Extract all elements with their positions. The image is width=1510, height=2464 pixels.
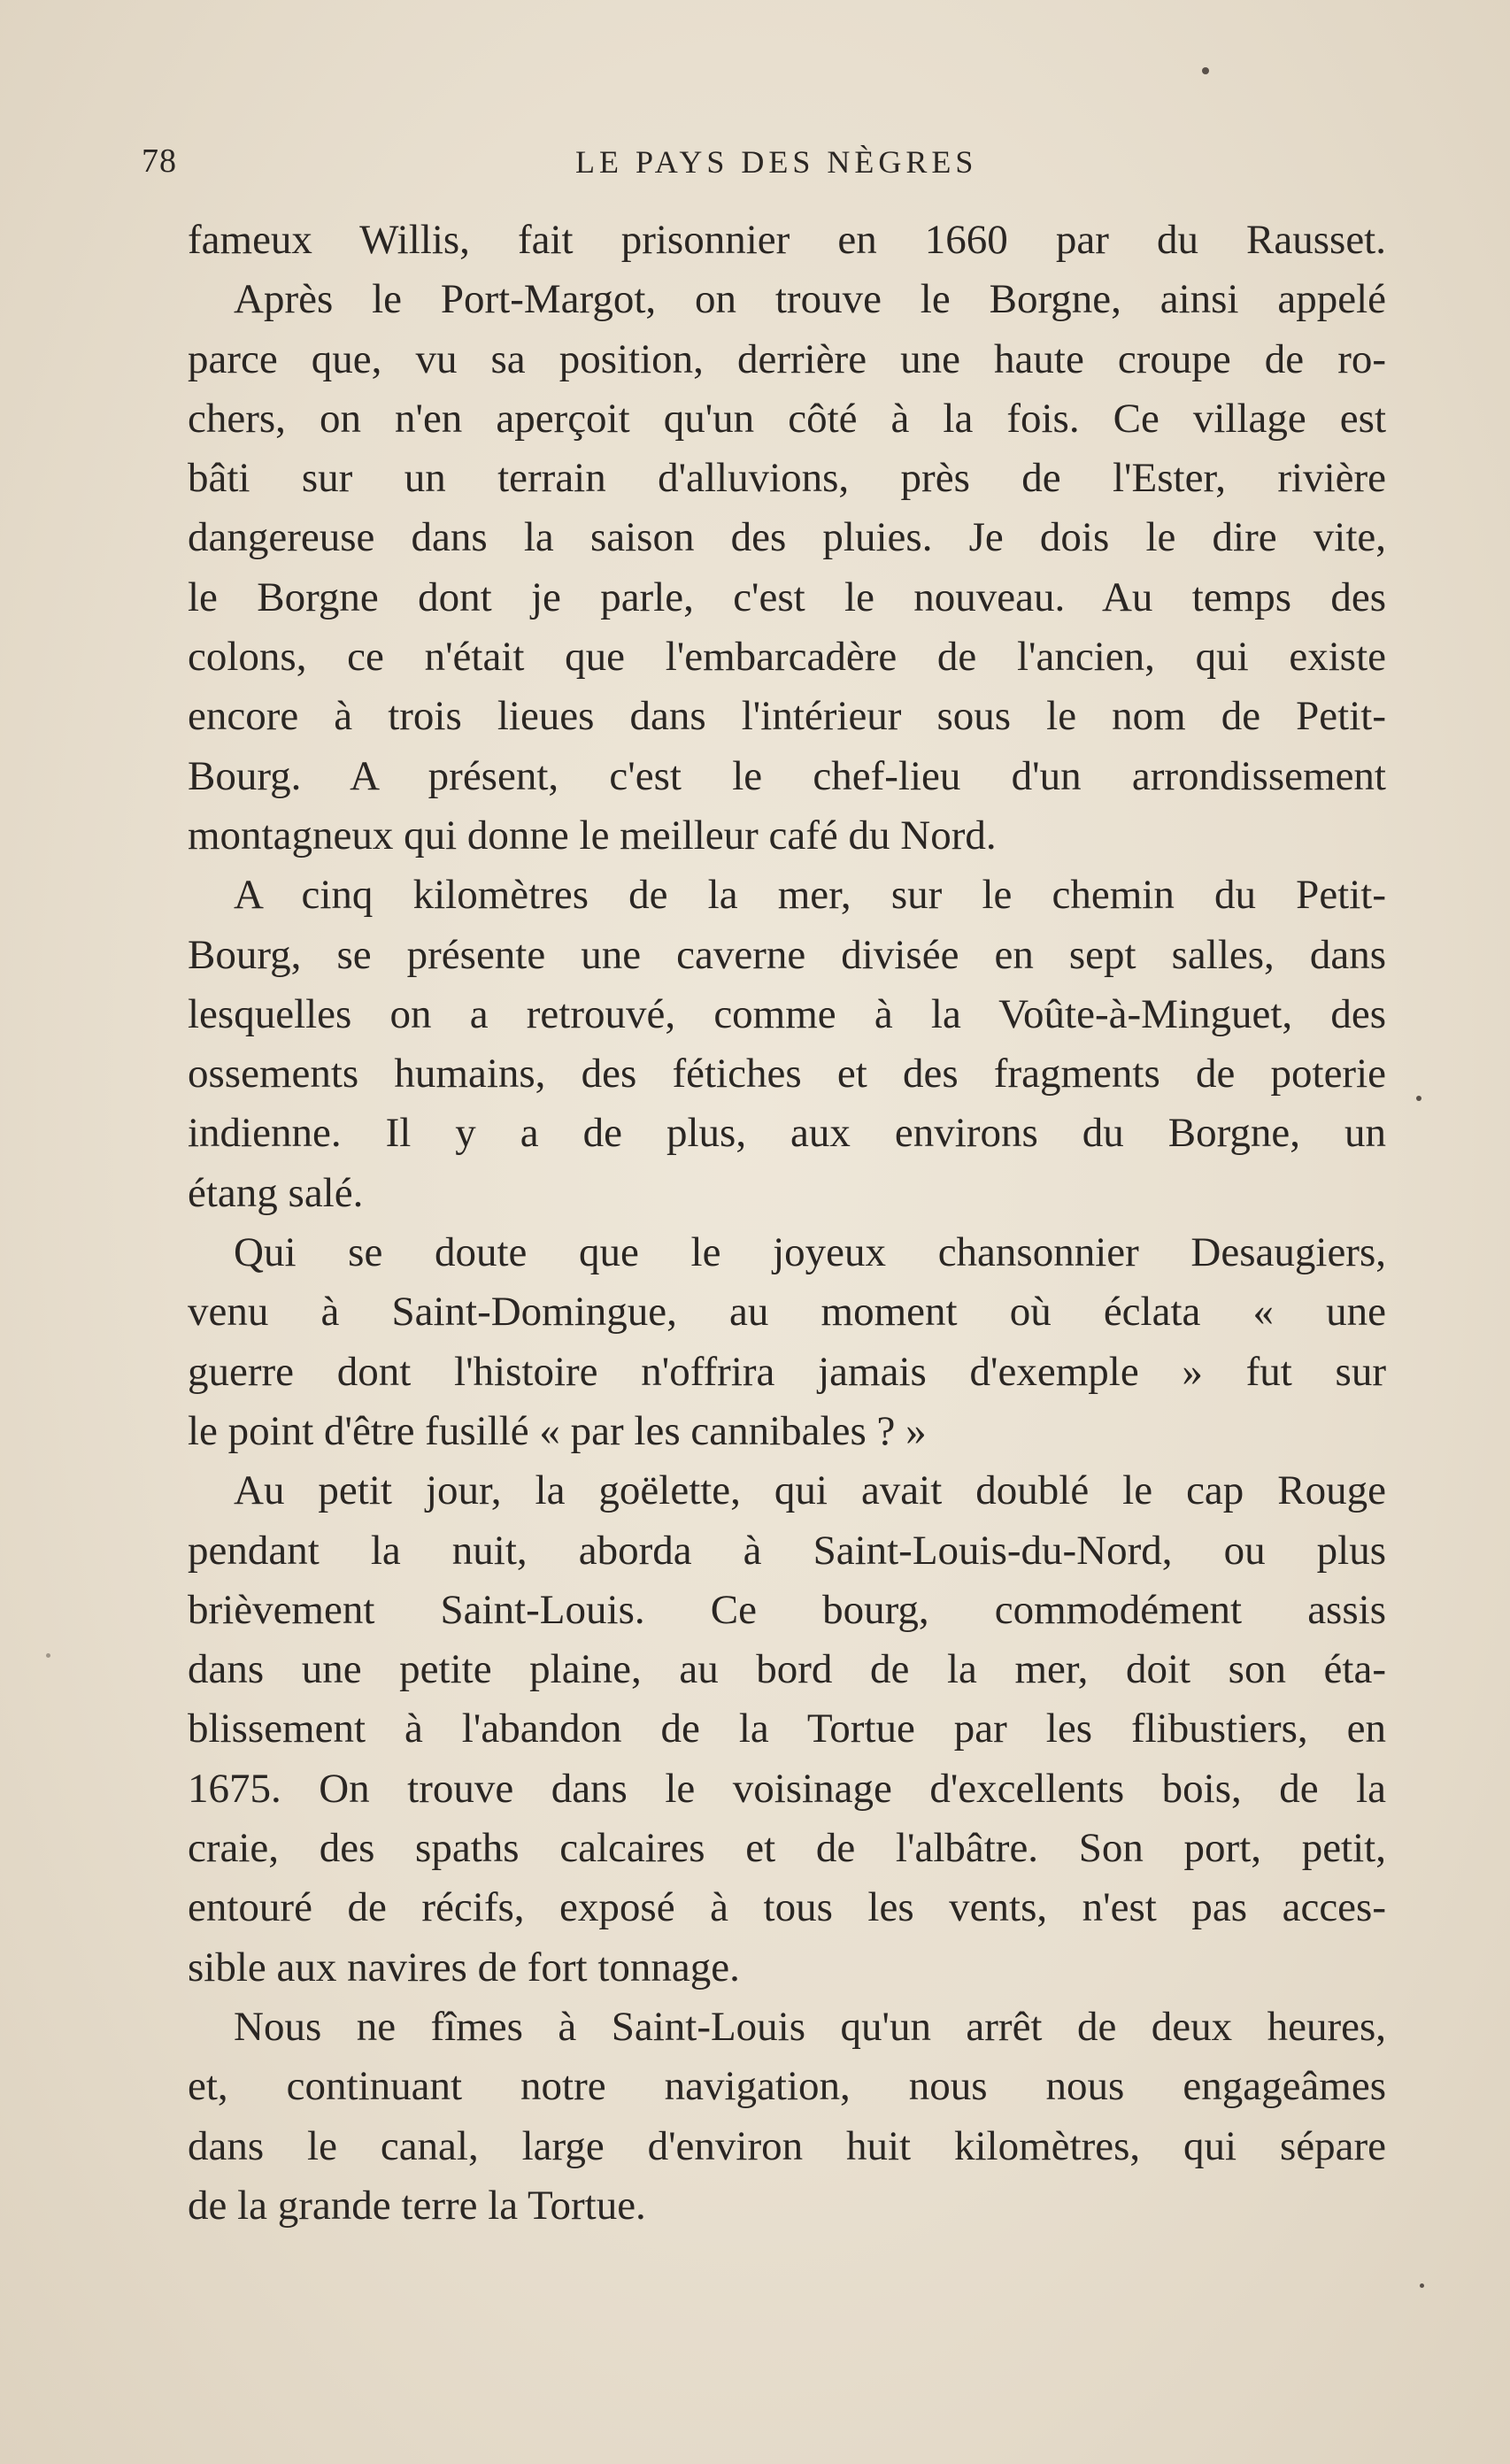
text-line: chers, on n'en aperçoit qu'un côté à la fois. Ce village est: [188, 395, 1386, 442]
text-line: entouré de récifs, exposé à tous les vents, n'est pas acces-: [188, 1884, 1386, 1931]
paper-speck: [46, 1653, 50, 1658]
page-number: 78: [142, 142, 177, 180]
body-text: [188, 211, 1386, 2236]
text-line: le Borgne dont je parle, c'est le nouveau. Au temps des: [188, 574, 1386, 620]
text-line: fameux Willis, fait prisonnier en 1660 par du Rausset.: [188, 217, 1386, 263]
text-line: et, continuant notre navigation, nous nous engageâmes: [188, 2063, 1386, 2110]
page-header: [142, 142, 1381, 186]
paper-speck: [1416, 1096, 1421, 1101]
text-line: dans une petite plaine, au bord de la mer, doit son éta-: [188, 1646, 1386, 1693]
text-line: sible aux navires de fort tonnage.: [188, 1944, 740, 1990]
text-line: lesquelles on a retrouvé, comme à la Voûte-à-Minguet, des: [188, 990, 1386, 1037]
text-line: pendant la nuit, aborda à Saint-Louis-du-Nord, ou plus: [188, 1527, 1386, 1574]
text-line: Nous ne fîmes à Saint-Louis qu'un arrêt de deux heures,: [234, 2003, 1386, 2050]
text-line: Qui se doute que le joyeux chansonnier Desaugiers,: [234, 1229, 1386, 1276]
text-line: parce que, vu sa position, derrière une haute croupe de ro-: [188, 335, 1386, 382]
text-line: craie, des spaths calcaires et de l'albâtre. Son port, petit,: [188, 1825, 1386, 1872]
text-line: A cinq kilomètres de la mer, sur le chemin du Petit-: [234, 872, 1386, 919]
text-line: 1675. On trouve dans le voisinage d'excellents bois, de la: [188, 1765, 1386, 1812]
text-line: montagneux qui donne le meilleur café du Nord.: [188, 812, 997, 859]
text-line: Au petit jour, la goëlette, qui avait doublé le cap Rouge: [234, 1467, 1386, 1514]
text-line: venu à Saint-Domingue, au moment où éclata « une: [188, 1289, 1386, 1336]
text-line: brièvement Saint-Louis. Ce bourg, commodément assis: [188, 1586, 1386, 1633]
text-line: indienne. Il y a de plus, aux environs du Borgne, un: [188, 1110, 1386, 1157]
text-line: encore à trois lieues dans l'intérieur sous le nom de Petit-: [188, 693, 1386, 740]
paper-speck: [1202, 67, 1209, 74]
text-line: Bourg. A présent, c'est le chef-lieu d'un arrondissement: [188, 752, 1386, 799]
running-title: LE PAYS DES NÈGRES: [575, 144, 978, 180]
text-line: blissement à l'abandon de la Tortue par les flibustiers, en: [188, 1706, 1386, 1752]
text-line: dans le canal, large d'environ huit kilomètres, qui sépare: [188, 2122, 1386, 2169]
text-line: le point d'être fusillé « par les cannibales ? »: [188, 1407, 927, 1454]
paper-speck: [1420, 2283, 1424, 2288]
text-line: Bourg, se présente une caverne divisée en sept salles, dans: [188, 931, 1386, 978]
text-line: guerre dont l'histoire n'offrira jamais d'exemple » fut sur: [188, 1348, 1386, 1395]
text-line: de la grande terre la Tortue.: [188, 2182, 646, 2229]
text-line: Après le Port-Margot, on trouve le Borgne, ainsi appelé: [234, 276, 1386, 323]
text-line: bâti sur un terrain d'alluvions, près de l'Ester, rivière: [188, 455, 1386, 502]
text-line: étang salé.: [188, 1169, 364, 1216]
text-line: colons, ce n'était que l'embarcadère de l'ancien, qui existe: [188, 634, 1386, 681]
text-line: ossements humains, des fétiches et des fragments de poterie: [188, 1051, 1386, 1097]
text-line: dangereuse dans la saison des pluies. Je dois le dire vite,: [188, 514, 1386, 561]
